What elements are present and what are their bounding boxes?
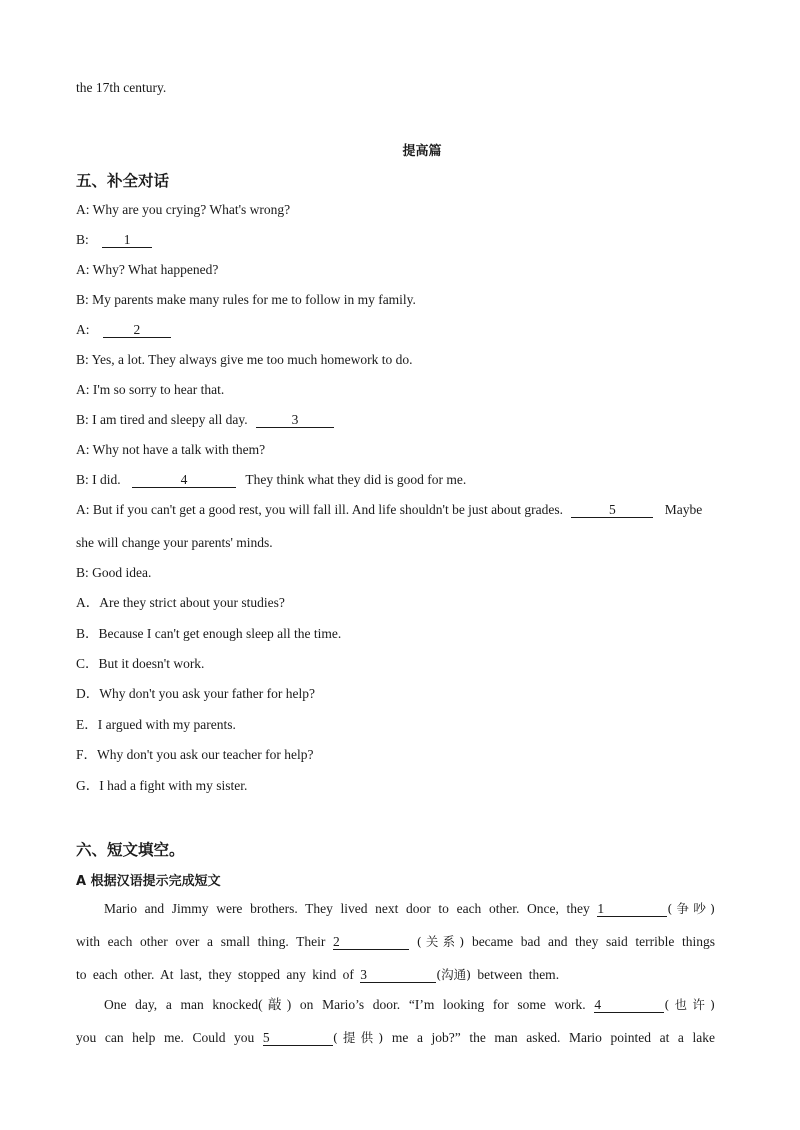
blank-p5[interactable]: 5 bbox=[263, 1030, 333, 1046]
blank-p4[interactable]: 4 bbox=[594, 997, 664, 1013]
dialog-line-1: A: Why are you crying? What's wrong? bbox=[76, 202, 291, 217]
dialog-line-6: B: Yes, a lot. They always give me too much homework to do. bbox=[76, 352, 413, 367]
dialog-line-9: A: Why not have a talk with them? bbox=[76, 442, 266, 457]
blank-1[interactable]: 1 bbox=[102, 232, 152, 248]
passage-line-1 bbox=[104, 900, 715, 918]
passage-text: you can help me. Could you bbox=[76, 1030, 255, 1045]
part6-heading: 六、短文填空。 bbox=[76, 841, 185, 859]
dialog-line-10 bbox=[76, 471, 466, 489]
chinese-hint: (争吵) bbox=[667, 901, 715, 916]
dialog-line-3: A: Why? What happened? bbox=[76, 262, 219, 277]
dialog-text: A: But if you can't get a good rest, you will fall ill. And life shouldn't be just about grades. bbox=[76, 502, 564, 517]
part6-subheading: A 根据汉语提示完成短文 bbox=[76, 874, 221, 889]
blank-p1[interactable]: 1 bbox=[597, 901, 667, 917]
passage-text: One day, a man knocked(敲) on Mario’s door. “I’m looking for some work. bbox=[104, 997, 586, 1012]
option-e: E．I argued with my parents. bbox=[76, 717, 236, 732]
blank-4[interactable]: 4 bbox=[132, 472, 236, 488]
chinese-hint: (关系) bbox=[416, 934, 465, 949]
passage-text: me a job?” the man asked. Mario pointed at a lake bbox=[391, 1030, 715, 1045]
speaker-b: B: bbox=[76, 232, 89, 247]
section-title: 提高篇 bbox=[402, 144, 442, 159]
dialog-line-4: B: My parents make many rules for me to follow in my family. bbox=[76, 292, 416, 307]
passage-text: with each other over a small thing. Their bbox=[76, 934, 326, 949]
blank-p3[interactable]: 3 bbox=[360, 967, 436, 983]
dialog-text: B: I did. bbox=[76, 472, 121, 487]
chinese-hint: (提供) bbox=[332, 1030, 384, 1045]
passage-line-5 bbox=[76, 1029, 715, 1047]
option-g: G．I had a fight with my sister. bbox=[76, 778, 248, 793]
blank-p2[interactable]: 2 bbox=[333, 934, 409, 950]
dialog-line-7: A: I'm so sorry to hear that. bbox=[76, 382, 225, 397]
dialog-text: B: I am tired and sleepy all day. bbox=[76, 412, 248, 427]
blank-2[interactable]: 2 bbox=[103, 322, 171, 338]
passage-text: between them. bbox=[477, 967, 560, 982]
dialog-line-12: she will change your parents' minds. bbox=[76, 535, 273, 550]
passage-text: became bad and they said terrible things bbox=[471, 934, 716, 949]
passage-line-4 bbox=[104, 996, 715, 1014]
blank-5[interactable]: 5 bbox=[571, 502, 653, 518]
dialog-line-13: B: Good idea. bbox=[76, 565, 152, 580]
dialog-text: Maybe bbox=[664, 502, 703, 517]
passage-line-3 bbox=[76, 966, 559, 984]
passage-line-2 bbox=[76, 933, 715, 951]
option-c: C．But it doesn't work. bbox=[76, 656, 205, 671]
dialog-line-5 bbox=[76, 321, 171, 339]
option-d: D．Why don't you ask your father for help? bbox=[76, 686, 315, 701]
option-a: A．Are they strict about your studies? bbox=[76, 595, 285, 610]
chinese-hint: (沟通) bbox=[436, 967, 471, 982]
speaker-a: A: bbox=[76, 322, 90, 337]
option-b: B．Because I can't get enough sleep all the time. bbox=[76, 626, 342, 641]
top-fragment: the 17th century. bbox=[76, 80, 167, 95]
dialog-line-8 bbox=[76, 411, 334, 429]
passage-text: to each other. At last, they stopped any kind of bbox=[76, 967, 354, 982]
option-f: F．Why don't you ask our teacher for help? bbox=[76, 747, 314, 762]
dialog-line-11 bbox=[76, 501, 702, 519]
passage-text: Mario and Jimmy were brothers. They lived next door to each other. Once, they bbox=[104, 901, 590, 916]
dialog-text: They think what they did is good for me. bbox=[245, 472, 467, 487]
dialog-line-2 bbox=[76, 231, 152, 249]
chinese-hint: (也许) bbox=[664, 997, 716, 1012]
part5-heading: 五、补全对话 bbox=[76, 172, 170, 190]
blank-3[interactable]: 3 bbox=[256, 412, 334, 428]
